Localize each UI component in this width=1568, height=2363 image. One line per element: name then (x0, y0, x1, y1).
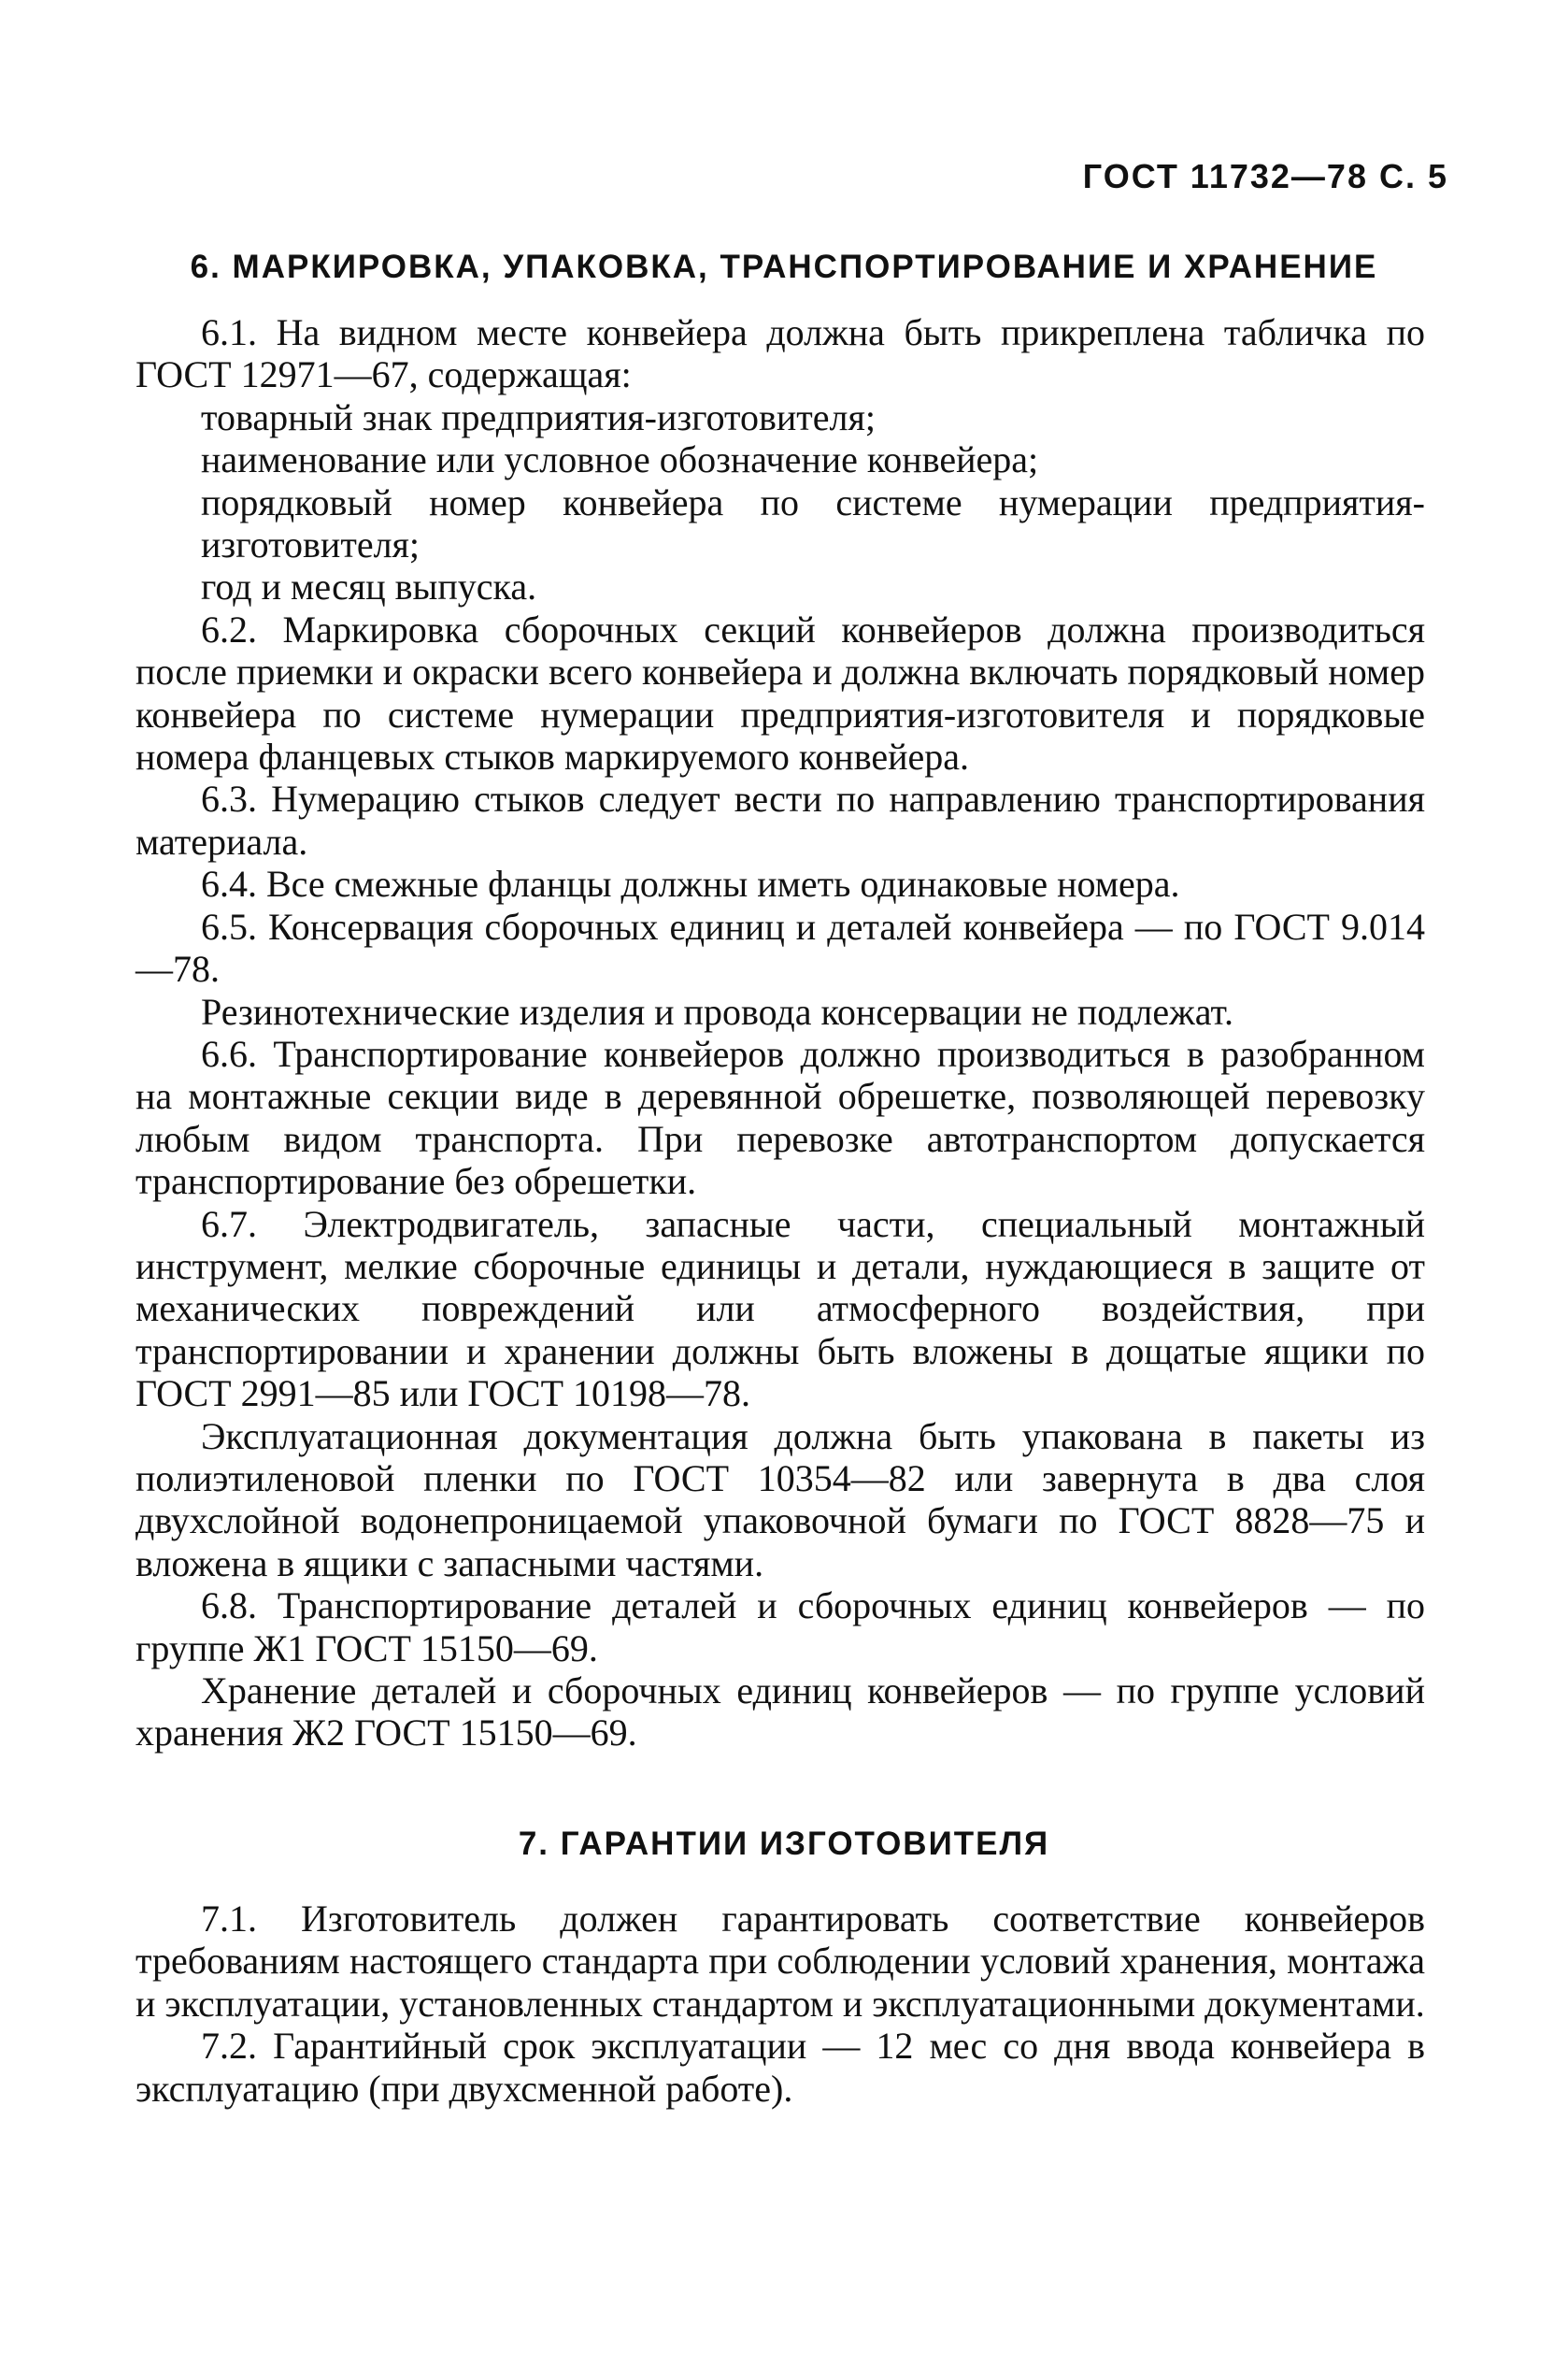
paragraph-6-5: 6.5. Консервация сборочных единиц и деталей конвейера — по ГОСТ 9.014—78. (135, 905, 1425, 991)
paragraph-6-4: 6.4. Все смежные фланцы должны иметь одинаковые номера. (201, 863, 1180, 906)
paragraph-6-6: 6.6. Транспортирование конвейеров должно производиться в разобранном на монтажные секции виде в деревянной обрешетке, позволяющей перевозку любым видом транспорта. При перевозке автотранспортом допускается транспортирование без обрешетки. (135, 1032, 1425, 1203)
paragraph-6-8: 6.8. Транспортирование деталей и сборочных единиц конвейеров — по группе Ж1 ГОСТ 15150—69. (135, 1584, 1425, 1669)
paragraph-7-1: 7.1. Изготовитель должен гарантировать соответствие конвейеров требованиям настоящего стандарта при соблюдении условий хранения, монтажа и эксплуатации, установленных стандартом и эксплуатационными документами. (135, 1898, 1425, 2025)
paragraph-6-7-note: Эксплуатационная документация должна быть упакована в пакеты из полиэтиленовой пленки по ГОСТ 10354—82 или завернута в два слоя двухслойной водонепроницаемой упаковочной бумаги по ГОСТ 8828—75 и вложена в ящики с запасными частями. (135, 1414, 1425, 1584)
list-item: наименование или условное обозначение конвейера; (201, 438, 1039, 481)
section-6-body (135, 311, 1425, 1754)
paragraph-6-1: 6.1. На видном месте конвейера должна быть прикреплена табличка по ГОСТ 12971—67, содержащая: (135, 311, 1425, 396)
paragraph-6-8-note: Хранение деталей и сборочных единиц конвейеров — по группе условий хранения Ж2 ГОСТ 15150—69. (135, 1669, 1425, 1754)
section-6-title: 6. МАРКИРОВКА, УПАКОВКА, ТРАНСПОРТИРОВАНИЕ И ХРАНЕНИЕ (190, 249, 1378, 285)
list-item: год и месяц выпуска. (201, 566, 537, 609)
paragraph-6-3: 6.3. Нумерацию стыков следует вести по направлению транспортирования материала. (135, 778, 1425, 863)
paragraph-6-2: 6.2. Маркировка сборочных секций конвейеров должна производиться после приемки и окраски всего конвейера и должна включать порядковый номер конвейера по системе нумерации предприятия-изготовителя и порядковые номера фланцевых стыков маркируемого конвейера. (135, 608, 1425, 779)
page-header: ГОСТ 11732—78 С. 5 (1082, 157, 1448, 195)
section-7-title: 7. ГАРАНТИИ ИЗГОТОВИТЕЛЯ (518, 1826, 1050, 1862)
section-7-body (135, 1898, 1425, 2110)
paragraph-6-7: 6.7. Электродвигатель, запасные части, специальный монтажный инструмент, мелкие сборочные единицы и детали, нуждающиеся в защите от механических повреждений или атмосферного воздействия, при транспортировании и хранении должны быть вложены в дощатые ящики по ГОСТ 2991—85 или ГОСТ 10198—78. (135, 1202, 1425, 1415)
paragraph-7-2: 7.2. Гарантийный срок эксплуатации — 12 мес со дня ввода конвейера в эксплуатацию (при двухсменной работе). (135, 2025, 1425, 2110)
list-item: товарный знак предприятия-изготовителя; (201, 395, 876, 438)
paragraph-6-5-note: Резинотехнические изделия и провода консервации не подлежат. (201, 990, 1233, 1033)
list-item: порядковый номер конвейера по системе нумерации предприятия-изготовителя; (201, 480, 1425, 566)
